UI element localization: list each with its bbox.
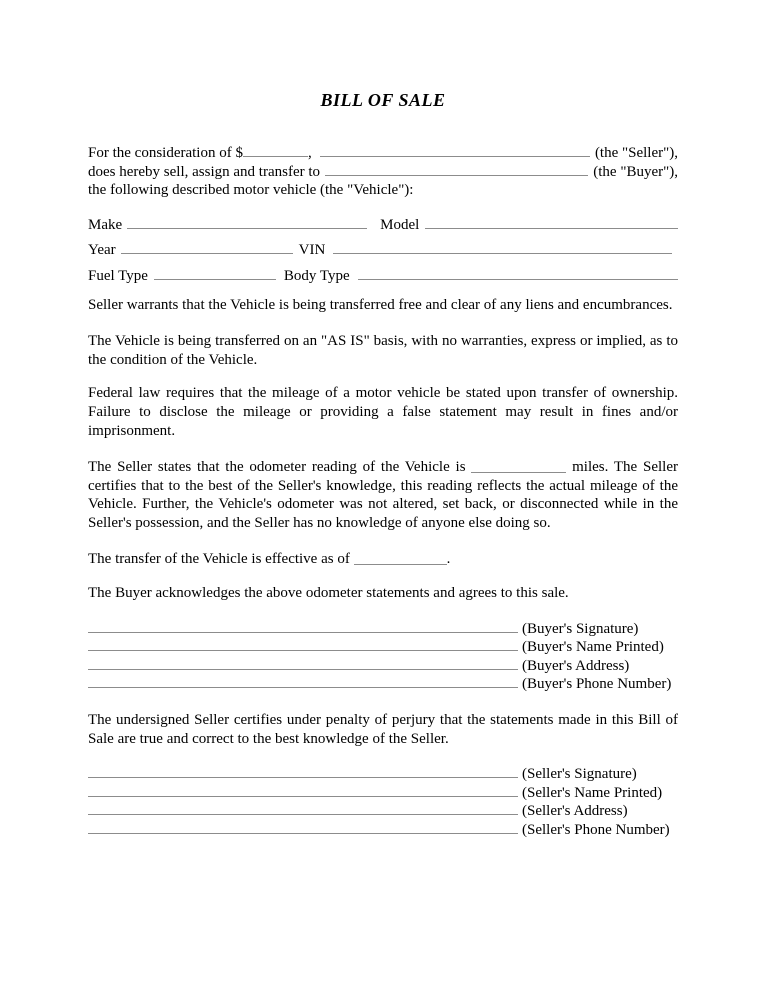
buyer-designation-text: (the "Buyer"),: [593, 163, 678, 180]
effective-date-period-text: .: [446, 550, 451, 567]
make-model-row: [88, 216, 678, 235]
seller-address-row: [88, 802, 678, 821]
document-title: BILL OF SALE: [320, 90, 446, 110]
consideration-pre-text: For the consideration of $: [88, 145, 243, 161]
odometer-post-text: miles. The Seller certifies that to the best of the Seller's knowledge, this reading reflects the actual mileage of the Vehicle. Further, the Vehicle's odometer was not altered, set back, or disconnected while in the Seller's possession, and the Seller has no knowledge of anyone else doing so.: [88, 459, 678, 531]
effective-date-blank[interactable]: [354, 552, 447, 565]
seller-phone-blank[interactable]: [88, 821, 518, 834]
transfer-to-line: [88, 163, 678, 182]
seller-phone-label: (Seller's Phone Number): [522, 822, 670, 839]
fuel-body-row: [88, 267, 678, 286]
seller-phone-row: [88, 821, 678, 840]
seller-certification-paragraph: The undersigned Seller certifies under penalty of perjury that the statements made in this Bill of Sale are true and correct to the best knowledge of the Seller.: [88, 712, 678, 747]
buyer-acknowledgment-paragraph: The Buyer acknowledges the above odometer statements and agrees to this sale.: [88, 585, 569, 602]
buyer-phone-label: (Buyer's Phone Number): [522, 676, 672, 693]
vehicle-described-text: the following described motor vehicle (the "Vehicle"):: [88, 182, 414, 199]
year-label: Year: [88, 242, 116, 259]
vin-label: VIN: [298, 242, 326, 259]
seller-address-label: (Seller's Address): [522, 803, 628, 820]
seller-name-printed-label: (Seller's Name Printed): [522, 784, 663, 801]
buyer-address-blank[interactable]: [88, 657, 518, 670]
year-blank[interactable]: [121, 241, 293, 254]
buyer-name-printed-row: [88, 638, 678, 657]
seller-signature-row: [88, 765, 678, 784]
comma-text: ,: [307, 145, 312, 161]
buyer-address-label: (Buyer's Address): [522, 657, 630, 674]
make-label: Make: [88, 216, 123, 233]
seller-signature-blank[interactable]: [88, 765, 518, 778]
buyer-signature-label: (Buyer's Signature): [522, 620, 639, 637]
buyer-name-blank[interactable]: [325, 163, 588, 176]
vin-blank[interactable]: [333, 241, 672, 254]
transfer-to-pre-text: does hereby sell, assign and transfer to: [88, 163, 321, 180]
year-vin-row: [88, 241, 678, 260]
odometer-miles-blank[interactable]: [471, 460, 566, 473]
buyer-signature-blank[interactable]: [88, 620, 518, 633]
fuel-type-label: Fuel Type: [88, 267, 148, 284]
buyer-address-row: [88, 657, 678, 676]
make-blank[interactable]: [127, 216, 367, 229]
odometer-paragraph: [88, 458, 678, 532]
as-is-paragraph: The Vehicle is being transferred on an "AS IS" basis, with no warranties, express or implied, as to the condition of the Vehicle.: [88, 333, 678, 368]
fuel-type-blank[interactable]: [154, 267, 276, 280]
model-label: Model: [380, 216, 420, 233]
seller-signature-block: [88, 765, 678, 839]
model-blank[interactable]: [425, 216, 678, 229]
federal-law-paragraph: Federal law requires that the mileage of a motor vehicle be stated upon transfer of ownership. Failure to disclose the mileage or providing a false statement may result in fines and/or imprisonment.: [88, 385, 678, 439]
seller-designation-text: (the "Seller"),: [594, 145, 678, 161]
seller-name-blank[interactable]: [320, 144, 590, 157]
seller-name-printed-row: [88, 784, 678, 803]
body-type-label: Body Type: [283, 267, 350, 284]
effective-date-pre-text: The transfer of the Vehicle is effective as of: [88, 550, 350, 567]
odometer-pre-text: The Seller states that the odometer reading of the Vehicle is: [88, 459, 466, 476]
consideration-line: [88, 144, 678, 163]
vehicle-fields-block: [88, 216, 678, 286]
buyer-signature-row: [88, 620, 678, 639]
intro-paragraph: [88, 144, 678, 200]
seller-signature-label: (Seller's Signature): [522, 766, 637, 783]
body-type-blank[interactable]: [358, 267, 678, 280]
effective-date-line: [88, 550, 678, 569]
liens-paragraph: Seller warrants that the Vehicle is being transferred free and clear of any liens and encumbrances.: [88, 296, 673, 313]
buyer-phone-blank[interactable]: [88, 675, 518, 688]
buyer-phone-row: [88, 675, 678, 694]
seller-address-blank[interactable]: [88, 802, 518, 815]
seller-name-printed-blank[interactable]: [88, 784, 518, 797]
price-blank[interactable]: [243, 144, 308, 157]
buyer-name-printed-blank[interactable]: [88, 638, 518, 651]
buyer-signature-block: [88, 620, 678, 694]
buyer-name-printed-label: (Buyer's Name Printed): [522, 639, 664, 656]
